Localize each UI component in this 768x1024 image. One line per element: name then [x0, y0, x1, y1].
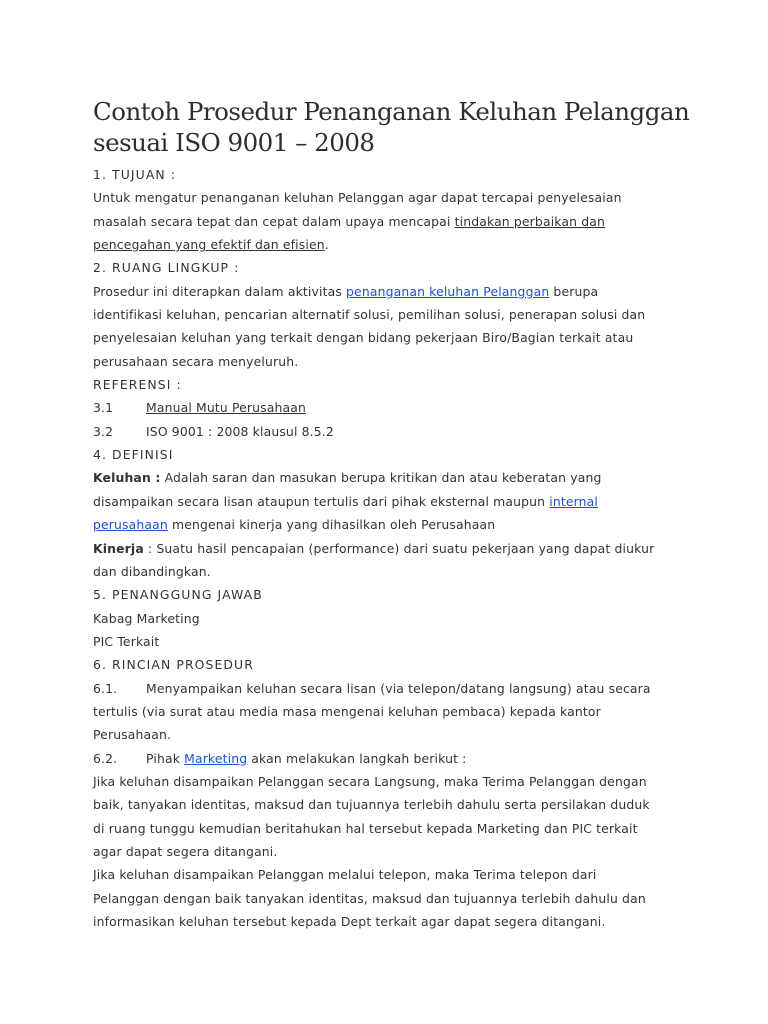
document-title [93, 96, 693, 158]
paragraph-line: Untuk mengatur penanganan keluhan Pelanggan agar dapat tercapai penyelesaian [93, 190, 622, 206]
document-page [93, 96, 693, 933]
text: berupa [549, 283, 599, 299]
paragraph-line: tertulis (via surat atau media masa mengenai keluhan pembaca) kepada kantor [93, 703, 601, 719]
link-penanganan-keluhan[interactable]: penanganan keluhan Pelanggan [346, 283, 550, 299]
reference-text: ISO 9001 : 2008 klausul 8.5.2 [146, 423, 334, 439]
term-keluhan: Keluhan : [93, 470, 161, 486]
text: masalah secara tepat dan cepat dalam upaya mencapai [93, 213, 455, 229]
text: akan melakukan langkah berikut : [247, 750, 467, 766]
paragraph-line: baik, tanyakan identitas, maksud dan tujuannya terlebih dahulu serta persilakan duduk [93, 797, 650, 813]
paragraph-line: Jika keluhan disampaikan Pelanggan melalui telepon, maka Terima telepon dari [93, 867, 597, 883]
paragraph-line: informasikan keluhan tersebut kepada Dept terkait agar dapat segera ditangani. [93, 914, 606, 929]
paragraph-line: Jika keluhan disampaikan Pelanggan secara Langsung, maka Terima Pelanggan dengan [93, 773, 647, 789]
text: : Suatu hasil pencapaian (performance) dari suatu pekerjaan yang dapat diukur [143, 540, 655, 556]
paragraph-line: di ruang tunggu kemudian beritahukan hal tersebut kepada Marketing dan PIC terkait [93, 820, 638, 836]
section-heading-ruang-lingkup: 2. RUANG LINGKUP : [93, 260, 240, 276]
text: . [324, 237, 329, 253]
paragraph-line: identifikasi keluhan, pencarian alternatif solusi, pemilihan solusi, penerapan solusi dan [93, 307, 646, 323]
text: mengenai kinerja yang dihasilkan oleh Perusahaan [167, 517, 496, 533]
link-tindakan-perbaikan-cont[interactable]: pencegahan yang efektif dan efisien [93, 237, 325, 253]
list-item: PIC Terkait [93, 633, 160, 649]
step-number: 6.2. [93, 750, 118, 766]
link-manual-mutu[interactable]: Manual Mutu Perusahaan [146, 400, 306, 416]
step-number: 6.1. [93, 680, 118, 696]
text: disampaikan secara lisan ataupun tertulis dari pihak eksternal maupun [93, 493, 550, 509]
paragraph-line [93, 280, 693, 303]
term-kinerja: Kinerja [93, 540, 144, 556]
link-tindakan-perbaikan[interactable]: tindakan perbaikan dan [454, 213, 605, 229]
paragraph-line: dan dibandingkan. [93, 563, 211, 579]
text: Prosedur ini diterapkan dalam aktivitas [93, 283, 347, 299]
reference-item [93, 420, 693, 443]
section-heading-referensi: REFERENSI : [93, 377, 182, 393]
paragraph-line [93, 210, 693, 233]
section-heading-definisi: 4. DEFINISI [93, 447, 174, 463]
text: Adalah saran dan masukan berupa kritikan dan atau keberatan yang [160, 470, 602, 486]
section-heading-penanggung-jawab: 5. PENANGGUNG JAWAB [93, 587, 263, 603]
paragraph-line [93, 233, 693, 256]
paragraph-line: penyelesaian keluhan yang terkait dengan bidang pekerjaan Biro/Bagian terkait atau [93, 330, 634, 346]
list-item: Kabag Marketing [93, 610, 200, 626]
paragraph-line [93, 513, 693, 536]
text: Menyampaikan keluhan secara lisan (via telepon/datang langsung) atau secara [146, 680, 651, 696]
paragraph-line: Pelanggan dengan baik tanyakan identitas, maksud dan tujuannya terlebih dahulu dan [93, 890, 646, 906]
reference-item [93, 396, 693, 419]
link-internal-perusahaan-cont[interactable]: perusahaan [93, 517, 168, 533]
section-heading-tujuan: 1. TUJUAN : [93, 167, 177, 182]
paragraph-line: Perusahaan. [93, 727, 172, 743]
reference-number: 3.1 [93, 400, 114, 416]
link-marketing[interactable]: Marketing [184, 750, 248, 766]
paragraph-line: perusahaan secara menyeluruh. [93, 353, 299, 369]
title-line-1: Contoh Prosedur Penanganan Keluhan Pelanggan [93, 97, 690, 126]
text: Pihak [146, 750, 185, 766]
paragraph-line [93, 677, 693, 700]
title-line-2: sesuai ISO 9001 – 2008 [93, 128, 375, 157]
section-heading-rincian-prosedur: 6. RINCIAN PROSEDUR [93, 657, 254, 673]
link-internal-perusahaan[interactable]: internal [549, 493, 598, 509]
paragraph-line [93, 747, 693, 770]
reference-number: 3.2 [93, 423, 114, 439]
paragraph-line [93, 490, 693, 513]
paragraph-line: agar dapat segera ditangani. [93, 843, 278, 859]
paragraph-line [93, 466, 693, 489]
paragraph-line [93, 537, 693, 560]
